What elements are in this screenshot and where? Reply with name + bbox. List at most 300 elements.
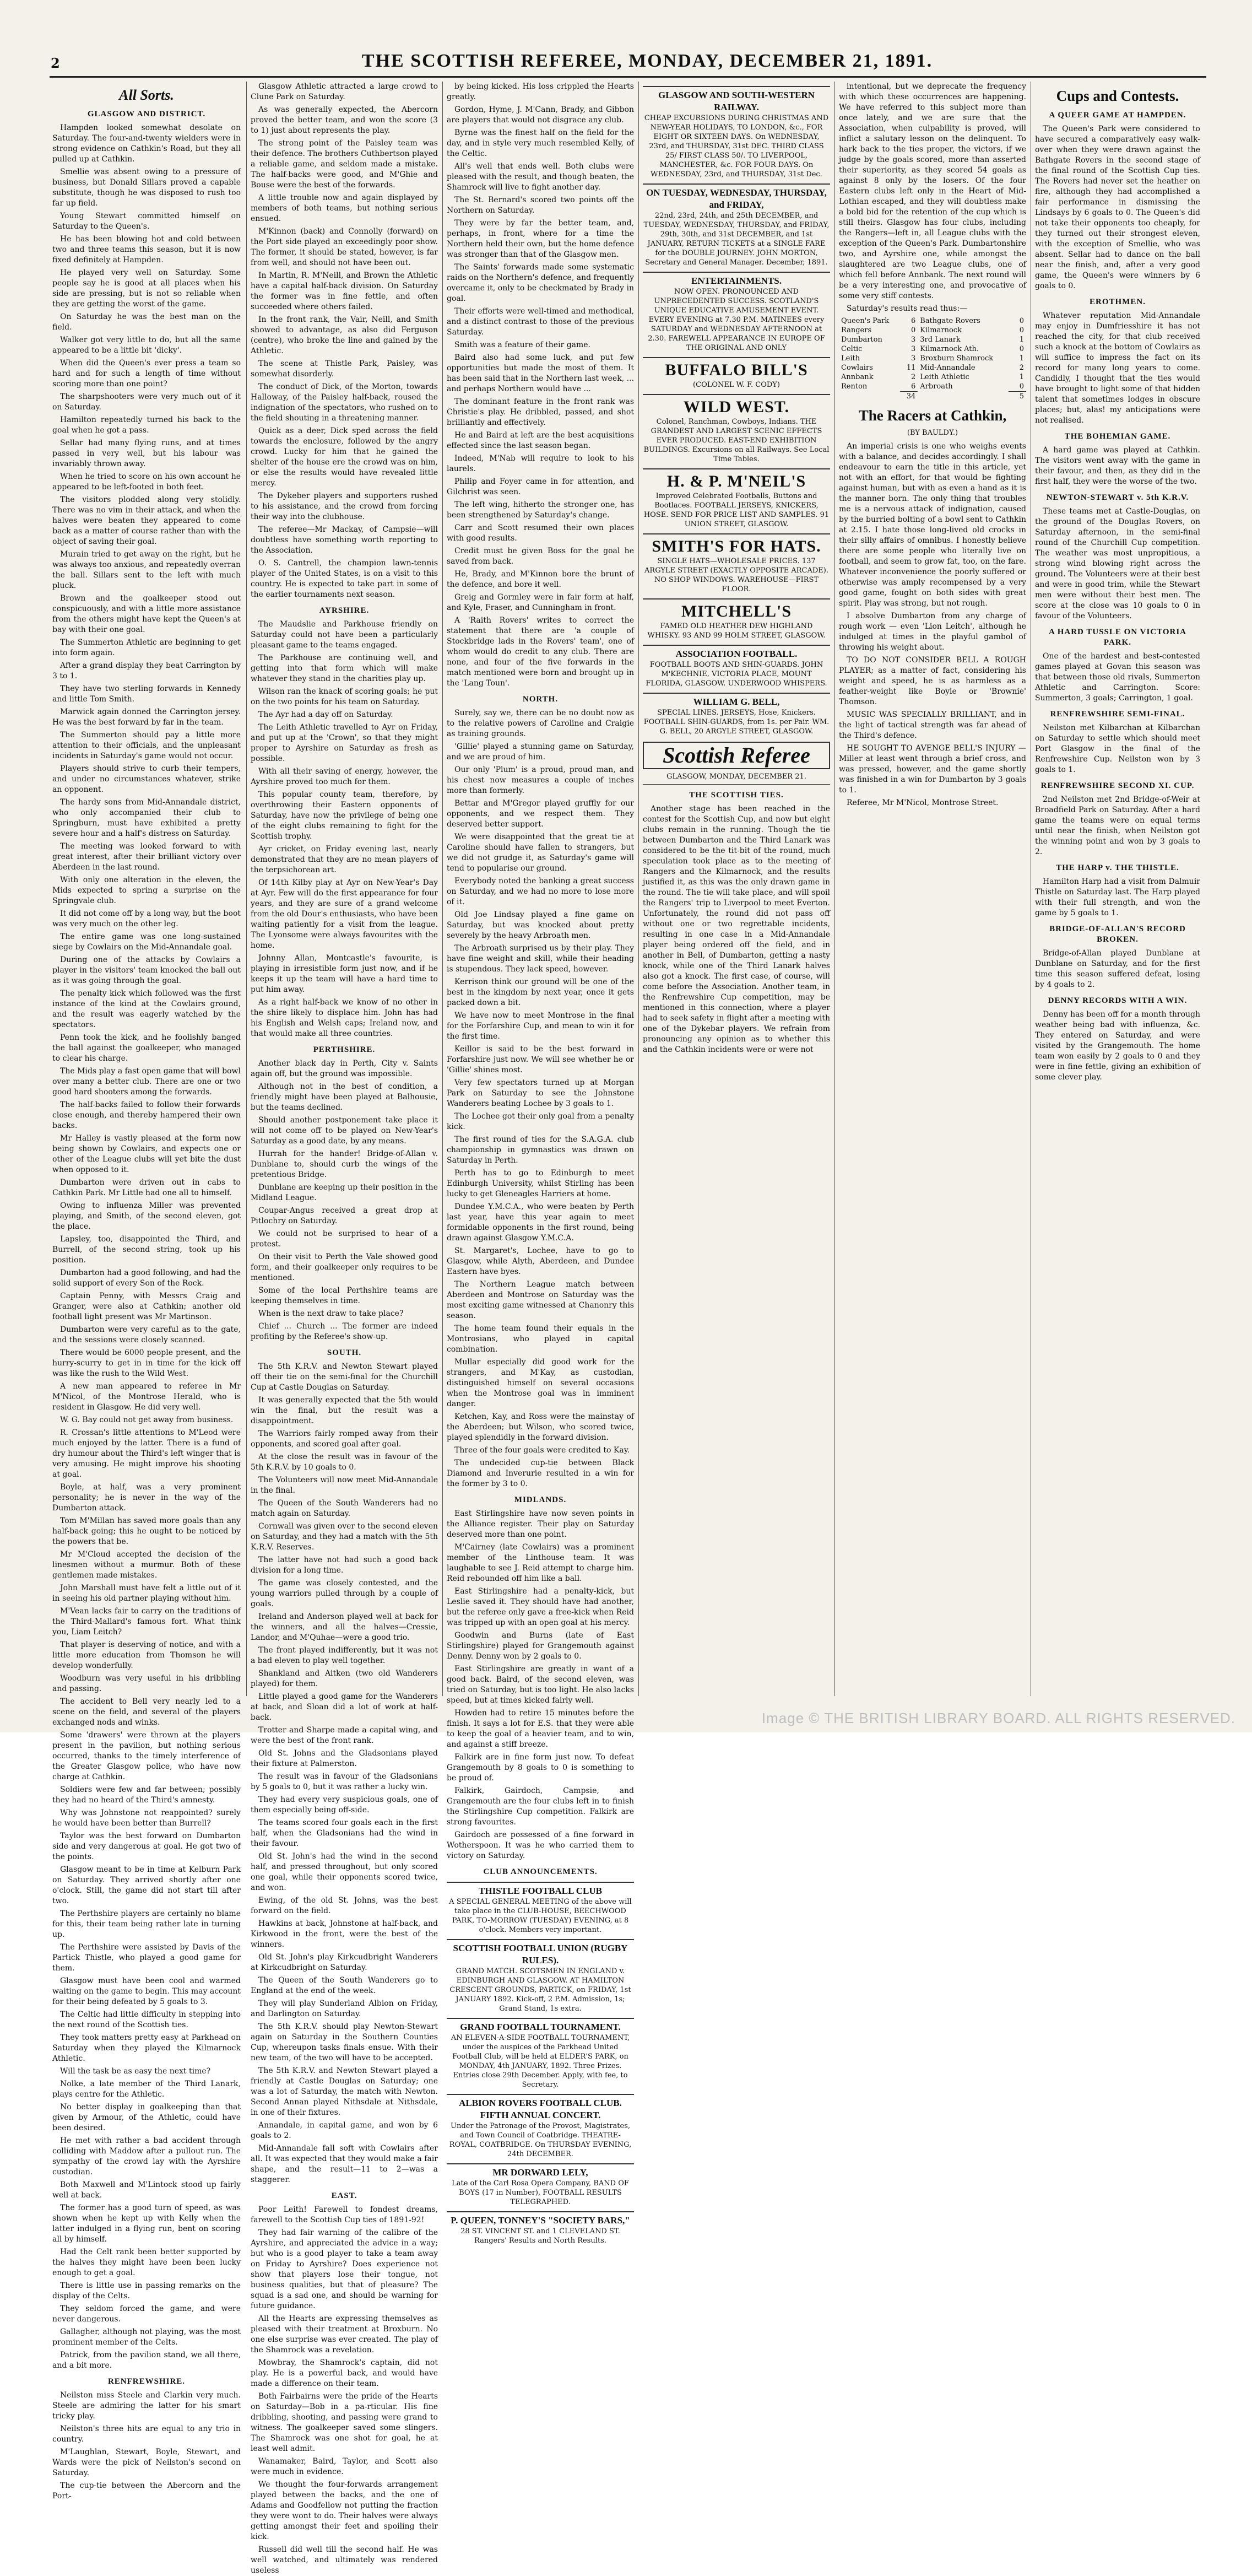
paragraph: 'Gillie' played a stunning game on Saturday, and we are proud of him. — [447, 742, 634, 762]
paragraph: They were by far the better team, and, perhaps, in front, where for a time the Northern held their own, but the home defence was stronger than that of the Glasgow men. — [447, 219, 634, 259]
column-divider — [442, 82, 443, 1696]
paragraph: Howden had to retire 15 minutes before the finish. It says a lot for E.S. that they were able to keep the goal of a heavier team, and to win, and against a stiff breeze. — [447, 1709, 634, 1749]
paragraph: A hard game was played at Cathkin. The visitors went away with the game in their favour, and then, as they did in the first half, they were the worse of the two. — [1035, 446, 1200, 486]
paragraph: One of the hardest and best-contested games played at Govan this season was that between those old rivals, Summerton Athletic and Carrington. Score: Summerton, 3 goals; Carrington, 1 goal. — [1035, 652, 1200, 703]
advertisement — [643, 357, 830, 390]
paragraph: Although not in the best of condition, a friendly might have been played at Balhousie, but the teams declined. — [251, 1082, 438, 1112]
advertisement-title: THISTLE FOOTBALL CLUB — [479, 1886, 602, 1896]
paragraph: Mid-Annandale fall soft with Cowlairs after all. It was expected that they would make a fair shape, and the result—11 to 2—was a staggerer. — [251, 2144, 438, 2184]
advertisement — [643, 272, 830, 353]
paragraph: The dominant feature in the front rank was Christie's play. He dribbled, passed, and shot brilliantly and effectively. — [447, 397, 634, 427]
advertisement — [643, 468, 830, 529]
paragraph: Three of the four goals were credited to Kay. — [454, 1446, 630, 1455]
article-body — [1035, 506, 1200, 622]
paragraph: R. Crossan's little attentions to M'Leod were much enjoyed by the latter. There is a fund of dry humour about the Third's left winger that is very amusing. He might improve his shooting at goal. — [52, 1428, 241, 1479]
paragraph: The Lochee got their only goal from a penalty kick. — [447, 1112, 634, 1131]
paragraph: The first round of ties for the S.A.G.A. club championship in gymnastics was drawn on Saturday in Perth. — [447, 1135, 634, 1165]
paragraph: Neilston miss Steele and Clarkin very much. Steele are admiring the latter for his smart tricky play. — [52, 2391, 241, 2421]
result-total-cell: 34 — [900, 392, 918, 402]
result-cell: Kilmarnock — [920, 326, 962, 334]
paragraph: The Queen of the South Wanderers had no match again on Saturday. — [251, 1499, 438, 1518]
paragraph: The Queen of the South Wanderers go to England at the end of the week. — [251, 1976, 438, 1995]
article-body — [447, 1509, 634, 1861]
paragraph: Our only 'Plum' is a proud, proud man, and his chest now measures a couple of inches more than formerly. — [447, 765, 634, 795]
advertisement — [447, 1939, 634, 2013]
paragraph: The Maudslie and Parkhouse friendly on Saturday could not have been a particularly pleasant game to the teams engaged. — [251, 620, 438, 650]
paragraph: The Volunteers will now meet Mid-Annandale in the final. — [251, 1476, 438, 1495]
paragraph: He and Baird at left are the best acquisitions effected since the last season began. — [447, 431, 634, 450]
paragraph: Another stage has been reached in the contest for the Scottish Cup, and now but eight clubs remain in the running. Though the tie between Dumbarton and the Third Lanark was considered to be the tit-bit of the round, much speculation took place as to the meeting of Rangers and the Kilmarnock, and the results justified it, as this was the only drawn game in the round. The tie will take place, and will spoil the Rangers' trip to Liverpool to meet Everton. Unfortunately, the round did not pass off without one or two regrettable incidents, resulting in one case in a Mid-Annandale player being ordered off the field, and in another in Bell, of Dumbarton, getting a nasty knock, while one of the Third Lanark halves also got a knock. The first case, of course, will come before the Association. Another team, in the Renfrewshire Cup competition, may be mentioned in this connection, where a player had to seek safety in flight after a meeting with one of the Dykebar players. We refrain from pronouncing any opinion as to whether this and the Cathkin incidents were or were not — [643, 804, 830, 1054]
advertisement-body: 22nd, 23rd, 24th, and 25th DECEMBER, and TUESDAY, WEDNESDAY, THURSDAY, and FRIDAY, 29th, 30th, and 31st DECEMBER, and 1st JANUARY, RETURN TICKETS at a SINGLE FARE for the DOUBLE JOURNEY. JOHN MORTON, Secretary and General Manager. December, 1891. — [643, 212, 830, 267]
paragraph: M'Laughlan, Stewart, Boyle, Stewart, and Wards were the pick of Neilston's second on Saturday. — [52, 2448, 241, 2477]
paragraph: Mullar especially did good work for the strangers, and M'Kay, as custodian, distinguished himself on several occasions when the Montrose goal was in imminent danger. — [447, 1358, 634, 1408]
result-cell: Mid-Annandale — [920, 364, 975, 372]
paragraph: Hamilton repeatedly turned his back to the goal when he got a pass. — [52, 415, 241, 435]
paragraph: The penalty kick which followed was the first instance of the kind at the Cowlairs ground, and the result was eagerly watched by the spectators. — [52, 989, 241, 1029]
paragraph: intentional, but we deprecate the frequency with which these occurrences are happening. We have referred to this subject more than once lately, and we are sure that the Association, when culpability is proved, will inflict a salutary lesson on the delinquent. To hark back to the ties proper, the victors, if we judge by the goals scored, more than asserted their superiority, as they scored 54 goals as against 8 only by the losers. Of the four Eastern clubs left only in the Heart of Mid-Lothian escaped, and they will doubtless make a bold bid for the retention of the cup which is still theirs. Glasgow has four clubs, including the Rangers—left in, all League clubs with the exception of the Queen's Park. Dumbartonshire two, and Ayrshire one, while amongst the slaughtered are two League clubs, one of which fell before Annbank. The next round will be a very interesting one, and provocative of some very stiff contests. — [839, 82, 1026, 300]
paragraph: Brown and the goalkeeper stood out conspicuously, and with a little more assistance from the others might have kept the Queen's at bay with their one goal. — [52, 594, 241, 634]
paragraph: An imperial crisis is one who weighs events with a balance, and decides accordingly. I shall endeavour to earn the title in this article, yet not with an effort, for that would be fighting against human, but with as even a hand as it is the manner born. The only thing that troubles me is a nervous attack of indignation, caused by the burried bolting of a bowl sent to Cathkin at 2.15. I hate those long-lived old crocks in their silly affairs of omnibus. I honestly believe there are some people who literally live on football, and seem to grow fat, too, on the fare. Whatever inconvenience the poorly suffered or otherwise was amply recompensed by a very good game, fought on both sides with great spirit. Play was strong, but not rough. — [839, 442, 1026, 608]
result-cell: Arbroath — [920, 382, 953, 391]
paragraph: Indeed, M'Nab will require to look to his laurels. — [447, 454, 634, 473]
paragraph: A 'Raith Rovers' writes to correct the statement that there are 'a couple of Stockbridge lads in the Rovers' team', one of whom would do credit to any club. There are none, and four of the five forwards in the match mentioned were born and brought up in the 'Lang Toun'. — [447, 616, 634, 688]
result-row — [839, 344, 1026, 354]
result-cell: 11 — [906, 364, 916, 372]
result-cell: 0 — [1019, 345, 1024, 353]
result-total-cell — [918, 392, 1009, 402]
advertisement-body: GRAND MATCH. SCOTSMEN IN ENGLAND v. EDINBURGH AND GLASGOW. AT HAMILTON CRESCENT GROUNDS, PARTICK, on FRIDAY, 1st JANUARY 1892. Kick-off, 2 P.M. Admission, 1s; Grand Stand, 1s extra. — [449, 1967, 631, 2013]
result-cell: 0 — [1019, 382, 1024, 391]
subsection-heading: GLASGOW AND DISTRICT. — [87, 110, 206, 118]
advertisement-title: MITCHELL'S — [681, 602, 792, 620]
paragraph: Hampden looked somewhat desolate on Saturday. The four-and-twenty wielders were in strong evidence on Cathkin's Road, but they all pulled up at Cathkin. — [52, 123, 241, 164]
paragraph: The referee—Mr Mackay, of Campsie—will doubtless have something worth reporting to the Association. — [251, 525, 438, 555]
advertisement-list — [447, 1882, 634, 2245]
paragraph: Hawkins at back, Johnstone at half-back, and Kirkwood in the front, were the best of the winners. — [251, 1919, 438, 1949]
paragraph: Old St. John's had the wind in the second half, and pressed throughout, but only scored one goal, while their opponents scored twice, and won. — [251, 1852, 438, 1892]
paragraph: Bridge-of-Allan played Dunblane at Dunblane on Saturday, and for the first time this season suffered defeat, losing by 4 goals to 2. — [1035, 949, 1200, 989]
result-cell: Cowlairs — [841, 364, 873, 372]
paragraph: Poor Leith! Farewell to fondest dreams, farewell to the Scottish Cup ties of 1891-92! — [251, 2205, 438, 2224]
paragraph: There would be 6000 people present, and the hurry-scurry to get in in time for the kick off was like the rush to the Wild West. — [52, 1348, 241, 1378]
paragraph: Soldiers were few and far between; possibly they had no heard of the Third's amnesty. — [52, 1785, 241, 1805]
subsection-heading: SOUTH. — [327, 1348, 362, 1357]
article-body — [447, 708, 634, 1489]
column-2 — [251, 82, 438, 2575]
paragraph: Penn took the kick, and he foolishly banged the ball against the goalkeeper, who managed to clear his charge. — [52, 1033, 241, 1063]
advertisement-title: GRAND FOOTBALL TOURNAMENT. — [460, 2022, 621, 2032]
result-cell: 6 — [910, 317, 916, 325]
leader-dateline: GLASGOW, MONDAY, DECEMBER 21. — [643, 771, 830, 785]
advertisement-title: ALBION ROVERS FOOTBALL CLUB. FIFTH ANNUAL CONCERT. — [459, 2098, 622, 2120]
subsection-heading: NORTH. — [522, 695, 559, 704]
advertisement — [643, 533, 830, 594]
advertisement-body: A SPECIAL GENERAL MEETING of the above will take place in the CLUB-HOUSE, BEECHWOOD PARK, TO-MORROW (TUESDAY) EVENING, at 8 o'clock. Members very important. — [449, 1898, 632, 1934]
paragraph: The Warriors fairly romped away from their opponents, and scored goal after goal. — [251, 1429, 438, 1449]
paragraph: They had every very suspicious goals, one of them especially being off-side. — [251, 1795, 438, 1814]
subsection-heading: EROTHMEN. — [1090, 298, 1146, 306]
advertisement-title: P. QUEEN, TONNEY'S "SOCIETY BARS," — [451, 2215, 630, 2226]
paragraph: Wanamaker, Baird, Taylor, and Scott also were much in evidence. — [251, 2457, 438, 2476]
paragraph: Old Joe Lindsay played a fine game on Saturday, but was knocked about pretty severely by the heavy Arbroath men. — [447, 910, 634, 940]
advertisement-body: SPECIAL LINES. JERSEYS, Hose, Knickers. FOOTBALL SHIN-GUARDS, from 1s. per Pair. WM. G. BELL, 20 ARGYLE STREET, GLASGOW. — [643, 709, 830, 736]
result-cell: Leith Athletic — [920, 373, 969, 381]
advertisement-body: Colonel, Ranchman, Cowboys, Indians. THE GRANDEST AND LARGEST SCENIC EFFECTS EVER PRODUCED. EAST-END EXHIBITION BUILDINGS. Excursions on all Railways. See Local Time Tables. — [643, 418, 830, 463]
advertisement-body: Late of the Carl Rosa Opera Company, BAND OF BOYS (17 in Number), FOOTBALL RESULTS TELEGRAPHED. — [452, 2179, 629, 2206]
paragraph: W. G. Bay could not get away from business. — [60, 1416, 234, 1424]
paragraph: East Stirlingshire had a penalty-kick, but Leslie saved it. They should have had another, but the referee only gave a free-kick when Reid was tripped up with an open goal at his mercy. — [447, 1587, 634, 1627]
subsection-heading: PERTHSHIRE. — [313, 1045, 376, 1054]
subsection-heading: A HARD TUSSLE ON VICTORIA PARK. — [1048, 628, 1187, 647]
paragraph: Dundee Y.M.C.A., who were beaten by Perth last year, have this year again to meet formidable opponents in the first round, being drawn against Glasgow Y.M.C.A. — [447, 1202, 634, 1243]
paragraph: The entire game was one long-sustained siege by Cowlairs on the Mid-Annandale goal. — [52, 932, 241, 952]
advertisement-title: SCOTTISH FOOTBALL UNION (RUGBY RULES). — [453, 1943, 628, 1965]
masthead-rule — [50, 76, 1206, 78]
paragraph: Annandale, in capital game, and won by 6 goals to 2. — [251, 2121, 438, 2140]
article-body — [1035, 124, 1200, 291]
paragraph: Ketchen, Kay, and Ross were the mainstay of the Aberdeen; but Wilson, who scored twice, played splendidly in the forward division. — [447, 1412, 634, 1442]
article-body — [643, 804, 830, 1055]
paragraph: With all their saving of energy, however, the Ayrshire proved too much for them. — [251, 767, 438, 786]
subsection-heading: RENFREWSHIRE. — [107, 2377, 186, 2386]
advertisement-title: GLASGOW AND SOUTH-WESTERN RAILWAY. — [658, 90, 815, 112]
paragraph: We thought the four-forwards arrangement played between the backs, and the one of Adams and Goodfellow not putting the fraction they were wont to do. Their halves were always getting amongst their feet and spoiling their kick. — [251, 2480, 438, 2541]
result-cell: Broxburn Shamrock — [920, 354, 994, 363]
paragraph: Should another postponement take place it will not come off to be played on New-Year's Saturday as a good date, by any means. — [251, 1116, 438, 1146]
paragraph: The sharpshooters were very much out of it on Saturday. — [52, 392, 241, 412]
paragraph: They have two sterling forwards in Kennedy and little Tom Smith. — [52, 684, 241, 704]
article-body — [1035, 723, 1200, 775]
paragraph: Cornwall was given over to the second eleven on Saturday, and they had a match with the 5th K.R.V. Reserves. — [251, 1522, 438, 1552]
advertisement-title: SMITH'S FOR HATS. — [652, 537, 821, 555]
paragraph: It was generally expected that the 5th would win the final, but the result was a disappointment. — [251, 1396, 438, 1425]
result-cell: 2 — [910, 373, 916, 381]
paragraph: Russell did well till the second half. He was well watched, and ultimately was rendered useless — [251, 2545, 438, 2575]
byline: (BY BAULDY.) — [907, 429, 958, 437]
paragraph: The Queen's Park were considered to have secured a comparatively easy walk-over when they were drawn against the Bathgate Rovers in the second stage of the final round of the Scottish Cup ties. The Rovers had never set the heather on fire, although they had accomplished a fair performance in dismissing the Lindsays by 6 goals to 0. The Queen's did not take their opponents too cheaply, for they turned out their strongest eleven, with the exception of Smellie, who was absent. Sellar had to dance on the ball near the finish, and, after a very good game, the Queen's were winners by 6 goals to 0. — [1035, 125, 1200, 290]
advertisement — [447, 2211, 634, 2245]
advertisement-title: H. & P. M'NEIL'S — [666, 472, 806, 490]
paragraph: The game was closely contested, and the young warriors pulled through by a couple of goals. — [251, 1579, 438, 1608]
paragraph: That player is deserving of notice, and with a little more education from Thomson he will develop wonderfully. — [52, 1640, 241, 1670]
result-cell: 1 — [1019, 373, 1024, 381]
paragraph: The home team found their equals in the Montrosians, who played in capital combination. — [447, 1324, 634, 1354]
result-row — [839, 363, 1026, 372]
paragraph: We were disappointed that the great tie at Caroline should have fallen to strangers, but we did not grudge it, as Saturday's game will tend to popularise our ground. — [447, 833, 634, 873]
paragraph: Trotter and Sharpe made a capital wing, and were the best of the front rank. — [251, 1726, 438, 1745]
paragraph: O. S. Cantrell, the champion lawn-tennis player of the United States, is on a visit to this country. He is expected to take part in some of the earlier tournaments next season. — [251, 559, 438, 599]
paragraph: Hamilton Harp had a visit from Dalmuir Thistle on Saturday last. The Harp played with their full strength, and won the game by 5 goals to 1. — [1035, 877, 1200, 917]
paragraph: Glasgow Athletic attracted a large crowd to Clune Park on Saturday. — [251, 82, 438, 101]
paragraph: Greig and Gormley were in fair form at half, and Kyle, Fraser, and Cunningham in front. — [447, 593, 634, 612]
paragraph: There is little use in passing remarks on the display of the Celts. — [52, 2281, 241, 2300]
advertisement — [643, 394, 830, 464]
paragraph: Wilson ran the knack of scoring goals; he put on the two points for his team on Saturday. — [251, 687, 438, 706]
paragraph: Ewing, of the old St. Johns, was the best forward on the field. — [251, 1896, 438, 1915]
subsection-heading: THE HARP v. THE THISTLE. — [1056, 863, 1179, 872]
subsection-heading: BRIDGE-OF-ALLAN'S RECORD BROKEN. — [1049, 925, 1186, 944]
paragraph: The 5th K.R.V. should play Newton-Stewart again on Saturday in the Southern Counties Cup, whereupon tasks finals ensue. With their new team, of the two will have to be accepted. — [251, 2022, 438, 2062]
result-cell: 3 — [910, 336, 916, 344]
paragraph: Kerrison think our ground will be one of the best in the kingdom by next year, once it gets packed down a bit. — [447, 978, 634, 1007]
paragraph: Old St. Johns and the Gladsonians played their fixture at Palmerston. — [251, 1749, 438, 1768]
paragraph: Bettar and M'Gregor played gruffly for our opponents, and we respect them. They deserved better support. — [447, 799, 634, 829]
paragraph: I absolve Dumbarton from any charge of rough work — even 'Lion Leitch', although he indulged at times in the playful gambol of throwing his weight about. — [839, 612, 1026, 652]
paragraph: The cup-tie between the Abercorn and the Port- — [52, 2481, 241, 2501]
paragraph: In Martin, R. M'Neill, and Brown the Athletic have a capital half-back division. On Saturday the former was in fine fettle, and often succeeded where others failed. — [251, 271, 438, 311]
paragraph: Philip and Foyer came in for attention, and Gilchrist was seen. — [447, 477, 634, 496]
paragraph: In the front rank, the Vair, Neill, and Smith showed to advantage, as also did Ferguson (centre), who broke the line and gained by the Athletic. — [251, 315, 438, 355]
paragraph: The half-backs failed to follow their forwards close enough, and thereby hampered their own backs. — [52, 1100, 241, 1130]
subsection-heading: THE BOHEMIAN GAME. — [1064, 432, 1171, 441]
paragraph: John Marshall must have felt a little out of it in seeing his old partner playing without him. — [52, 1584, 241, 1603]
paragraph: All the Hearts are expressing themselves as pleased with their treatment at Broxburn. No one else surprise was ever created. The play of the Shamrock was a revelation. — [251, 2314, 438, 2354]
advertisement-body: CHEAP EXCURSIONS DURING CHRISTMAS AND NEW-YEAR HOLIDAYS, TO LONDON, &c., FOR EIGHT OR SIXTEEN DAYS. On WEDNESDAY, 23rd, and THURSDAY, 31st DEC. THIRD CLASS 25/ FIRST CLASS 50/. TO LIVERPOOL, MANCHESTER, &c. FOR FOUR DAYS. On WEDNESDAY, 23rd, and THURSDAY, 31st Dec. — [644, 114, 829, 179]
column-1 — [52, 82, 241, 2501]
paragraph: Walker got very little to do, but all the same appeared to be a little bit 'dicky'. — [52, 336, 241, 355]
paragraph: Owing to influenza Miller was prevented playing, and Smith, of the second eleven, got the place. — [52, 1201, 241, 1231]
advertisement-title: MR DORWARD LELY, — [492, 2167, 588, 2178]
advertisement-title: WILLIAM G. BELL, — [693, 696, 780, 707]
paragraph: The Parkhouse are continuing well, and getting into that form which will make whatever they stand in the charities play up. — [251, 654, 438, 683]
paragraph: He has been blowing hot and cold between two and three teams this season, but it is now fixed definitely at Hampden. — [52, 235, 241, 264]
paragraph: Whatever reputation Mid-Annandale may enjoy in Dumfriesshire it has not reached the city, for that club received such a knock at the bottom of Cowlairs as will suffice to impress the fact on its record for many long years to come. Candidly, I thought that the ties would have brought to light some of that hidden talent that sometimes lodges in obscure places; but, alas! my anticipations were not realised. — [1035, 311, 1200, 425]
paragraph: Taylor was the best forward on Dumbarton side and very dangerous at goal. He got two of the points. — [52, 1832, 241, 1861]
paragraph: They took matters pretty easy at Parkhead on Saturday when they played the Kilmarnock Athletic. — [52, 2033, 241, 2063]
advertisement — [643, 183, 830, 267]
paragraph: As a right half-back we know of no other in the shire likely to displace him. John has had his English and Welsh caps; Ireland now, and that would make all three countries. — [251, 998, 438, 1038]
paragraph: The Arbroath surprised us by their play. They have fine weight and skill, while their heading is stupendous. They lack speed, however. — [447, 944, 634, 974]
paragraph: Glasgow meant to be in time at Kelburn Park on Saturday. They arrived shortly after one o'clock. Still, the game did not start till after two. — [52, 1865, 241, 1905]
paragraph: With only one alteration in the eleven, the Mids expected to spring a surprise on the Springvale club. — [52, 876, 241, 905]
article-body — [839, 82, 1026, 314]
paragraph: Marwick again donned the Carrington jersey. He was the best forward by far in the team. — [52, 708, 241, 727]
subsection-heading: RENFREWSHIRE SECOND XI. CUP. — [1040, 781, 1195, 790]
advertisement-list — [643, 86, 830, 736]
subsection-heading: MIDLANDS. — [514, 1495, 567, 1504]
leader-title: THE SCOTTISH TIES. — [689, 791, 784, 800]
result-row — [839, 372, 1026, 382]
paragraph: Old St. John's play Kirkcudbright Wanderers at Kirkcudbright on Saturday. — [251, 1953, 438, 1972]
paragraph: They will play Sunderland Albion on Friday, and Darlington on Saturday. — [251, 1999, 438, 2018]
results-total-row — [839, 392, 1026, 402]
paragraph: Johnny Allan, Montcastle's favourite, is playing in irresistible form just now, and if he keeps it up the team will have a hard time to put him away. — [251, 954, 438, 994]
paragraph: He met with rather a bad accident through colliding with Maddow after a pullout run. The sympathy of the crowd lay with the Ayrshire custodian. — [52, 2136, 241, 2177]
paragraph: The 5th K.R.V. and Newton Stewart played off their tie on the semi-final for the Churchill Cup at Castle Douglas on Saturday. — [251, 1362, 438, 1392]
paragraph: The Celtic had little difficulty in stepping into the next round of the Scottish ties. — [52, 2010, 241, 2029]
paragraph: M'Vean lacks fair to carry on the traditions of the Third-Mallard's famous fort. What think you, Liam Leitch? — [52, 1607, 241, 1637]
paragraph: A new man appeared to referee in Mr M'Nicol, of the Montrose Herald, who is resident in Glasgow. He did very well. — [52, 1382, 241, 1412]
paragraph: Goodwin and Burns (late of East Stirlingshire) played for Grangemouth against Denny. Denny won by 2 goals to 0. — [447, 1631, 634, 1661]
paragraph: The left wing, hitherto the stronger one, has been strengthened by Saturday's change. — [447, 500, 634, 520]
article-body — [1035, 877, 1200, 919]
paragraph: The Saints' forwards made some systematic raids on the Northern's defence, and frequently overcame it, only to be checkmated by Brady in goal. — [447, 263, 634, 303]
result-row — [839, 335, 1026, 344]
result-row — [839, 326, 1026, 335]
result-cell: 2 — [1019, 364, 1024, 372]
paragraph: Young Stewart committed himself on Saturday to the Queen's. — [52, 212, 241, 231]
paragraph: The Ayr had a day off on Saturday. — [258, 710, 393, 719]
paragraph: We could not be surprised to hear of a protest. — [251, 1229, 438, 1249]
column-5 — [839, 82, 1026, 1699]
paragraph: Chief ... Church ... The former are indeed profiting by the Referee's show-up. — [251, 1322, 438, 1341]
result-cell: Bathgate Rovers — [920, 317, 980, 325]
paragraph: Mowbray, the Shamrock's captain, did not play. He is a powerful back, and would have made a difference on their team. — [251, 2358, 438, 2388]
result-cell: 0 — [1019, 326, 1024, 334]
subsection-heading: AYRSHIRE. — [319, 606, 370, 615]
paragraph: Players should strive to curb their tempers, and under no circumstances whatever, strike an opponent. — [52, 764, 241, 794]
paragraph: Denny has been off for a month through weather being bad with influenza, &c. They entered on Saturday, and were visited by the Grangemouth. The home team won easily by 2 goals to 0 and they were in fine fettle, giving an exhibition of some clever play. — [1035, 1010, 1200, 1082]
paragraph: Some 'drawers' were thrown at the players present in the pavilion, but nothing serious occurred, thanks to the timely interference of the Greater Glasgow police, who have now charge at Cathkin. — [52, 1731, 241, 1781]
paragraph: Both Fairbairns were the pride of the Hearts on Saturday—Bob in a pa-rticular. His fine dribbling, shooting, and passing were grand to witness. The goalkeeper saved some slingers. The Shamrock was one shot for goal, he at least well admit. — [251, 2392, 438, 2453]
column-divider — [638, 82, 639, 1696]
subsection-heading: EAST. — [331, 2191, 357, 2200]
paragraph: Why was Johnstone not reappointed? surely he would have been better than Burrell? — [52, 1808, 241, 1828]
paragraph: Neilston met Kilbarchan at Kilbarchan on Saturday to settle which should meet Port Glasgow in the final of the Renfrewshire Cup. Neilston won by 3 goals to 1. — [1035, 723, 1200, 774]
paragraph: The front played indifferently, but it was not a bad eleven to play well together. — [251, 1646, 438, 1665]
result-cell: Renton — [841, 382, 868, 391]
advertisement-body: SINGLE HATS—WHOLESALE PRICES. 137 ARGYLE STREET (EXACTLY OPPOSITE ARCADE). NO SHOP WINDOWS. WAREHOUSE—FIRST FLOOR. — [644, 557, 828, 593]
paragraph: Lapsley, too, disappointed the Third, and Burrell, of the second string, took up his position. — [52, 1235, 241, 1265]
advertisement — [447, 2163, 634, 2207]
paragraph: Little played a good game for the Wanderers at back, and Sloan did a lot of work at half-back. — [251, 1692, 438, 1722]
paragraph: Sellar had many flying runs, and at times passed in very well, but his labour was invariably thrown away. — [52, 439, 241, 468]
results-table — [839, 316, 1026, 401]
paragraph: The scene at Thistle Park, Paisley, was somewhat disorderly. — [251, 359, 438, 379]
paragraph: These teams met at Castle-Douglas, on the ground of the Douglas Rovers, on Saturday afternoon, in the semi-final round of the Churchill Cup competition. The weather was most unpropitious, a strong wind blowing right across the ground. The Volunteers were at their best and were in good trim, while the Stewart men were without their best men. The score at the close was 10 goals to 0 in favour of the Volunteers. — [1035, 507, 1200, 620]
paragraph: Gairdoch are possessed of a fine forward in Wotherspoon. It was he who carried them to victory on Saturday. — [447, 1830, 634, 1860]
paragraph: The Summerton Athletic are beginning to get into form again. — [52, 638, 241, 657]
paragraph: Everybody noted the banking a great success on Saturday, and we had no more to lose more of it. — [447, 877, 634, 906]
paragraph: When he tried to score on his own account he appeared to be left-footed in both feet. — [52, 472, 241, 492]
subsection-heading: A QUEER GAME AT HAMPDEN. — [1049, 111, 1186, 120]
paragraph: The conduct of Dick, of the Morton, towards Halloway, of the Paisley half-back, roused the indignation of the spectators, who rushed on to the field shouting in a threatening manner. — [251, 382, 438, 423]
paragraph: Some of the local Perthshire teams are keeping themselves in time. — [251, 1286, 438, 1305]
advertisement-body: 28 ST. VINCENT ST. and 1 CLEVELAND ST. Rangers' Results and North Results. — [460, 2227, 620, 2245]
paragraph: Surely, say we, there can be no doubt now as to the relative powers of Caroline and Craigie as training grounds. — [447, 709, 634, 738]
result-cell: 1 — [1019, 336, 1024, 344]
paragraph: The Summerton should pay a little more attention to their officials, and the unpleasant incidents in Saturday's game would not occur. — [52, 731, 241, 760]
advertisement-title: WILD WEST. — [683, 398, 790, 416]
paragraph: Dumbarton had a good following, and had the solid support of every Son of the Rock. — [52, 1268, 241, 1288]
paragraph: Coupar-Angus received a great drop at Pitlochry on Saturday. — [251, 1206, 438, 1225]
article-body — [251, 2205, 438, 2576]
advertisement-title: ENTERTAINMENTS. — [691, 276, 782, 286]
result-cell: Kilmarnock Ath. — [920, 345, 979, 353]
advertisement-body: NOW OPEN. PRONOUNCED AND UNPRECEDENTED SUCCESS. SCOTLAND'S UNIQUE EDUCATIVE AMUSEMENT EVENT. EVERY EVENING at 7.30 P.M. MATINEES every SATURDAY and WEDNESDAY AFTERNOON at 2.30. FAREWELL APPEARANCE IN EUROPE OF THE ORIGINAL AND ONLY — [648, 288, 825, 352]
paragraph: Patrick, from the pavilion stand, we all there, and a bit more. — [52, 2351, 241, 2370]
paragraph: Gordon, Hyme, J. M'Cann, Brady, and Gibbon are players that would not disgrace any club. — [447, 105, 634, 125]
paragraph: 2nd Neilston met 2nd Bridge-of-Weir at Broadfield Park on Saturday. After a hard game the teams were on equal terms until near the finish, when Neilston got the winning point and won by 3 goals to 2. — [1035, 795, 1200, 856]
article-body — [251, 1362, 438, 2185]
page-number: 2 — [51, 55, 60, 71]
paragraph: HE SOUGHT TO AVENGE BELL'S INJURY — Miller at least went through a brief cross, and was pressed, however, and the game shortly was finished in a win for Dumbarton by 3 goals to 1. — [839, 744, 1026, 795]
paragraph: On their visit to Perth the Vale showed good form, and their goalkeeper only requires to be mentioned. — [251, 1252, 438, 1282]
paragraph: The 5th K.R.V. and Newton Stewart played a friendly at Castle Douglas on Saturday; one was a lot of Saturday, the match with Newton. Second Annan played Nithsdale at Nithsdale, in one of their fixtures. — [251, 2066, 438, 2117]
result-cell: Annbank — [841, 373, 874, 381]
paragraph: The Mids play a fast open game that will bowl over many a better club. There are one or two good hard shooters among the forwards. — [52, 1067, 241, 1097]
advertisement-title: ON TUESDAY, WEDNESDAY, THURSDAY, and FRIDAY, — [646, 187, 827, 210]
paragraph: Shankland and Aitken (two old Wanderers played) for them. — [251, 1669, 438, 1688]
advertisement-body: FOOTBALL BOOTS AND SHIN-GUARDS. JOHN M'KECHNIE, VICTORIA PLACE, MOUNT FLORIDA, GLASGOW. UNDERWOOD WHISPERS. — [646, 661, 827, 688]
paragraph: Both Maxwell and M'Lintock stood up fairly well at back. — [52, 2180, 241, 2200]
section-title: All Sorts. — [119, 87, 174, 103]
advertisement-body: (COLONEL W. F. CODY) — [693, 381, 780, 389]
paragraph: The hardy sons from Mid-Annandale district, who only accompanied their club to Springburn, must have exhibited a pretty severe hour and a half's distress on Saturday. — [52, 798, 241, 838]
result-cell: Rangers — [841, 326, 872, 334]
masthead-title: THE SCOTTISH REFEREE, MONDAY, DECEMBER 21, 1891. — [361, 51, 933, 71]
paragraph: Mr Halley is vastly pleased at the form now being shown by Cowlairs, and expects one or other of the League clubs will yet bite the dust when opposed to it. — [52, 1134, 241, 1174]
subsection-heading: RENFREWSHIRE SEMI-FINAL. — [1050, 710, 1185, 719]
result-cell: 1 — [1019, 354, 1024, 363]
paragraph: Boyle, at half, was a very prominent personality; he is never in the way of the Dumbarton attack. — [52, 1483, 241, 1513]
column-4 — [643, 82, 830, 1699]
article-body — [52, 2390, 241, 2502]
paragraph: The teams scored four goals each in the first half, when the Gladsonians had the wind in their favour. — [251, 1818, 438, 1848]
paragraph: East Stirlingshire have now seven points in the Alliance register. Their play on Saturday deserved more than one point. — [447, 1509, 634, 1539]
article-body — [251, 1059, 438, 1342]
paragraph: Quick as a deer, Dick sped across the field towards the enclosure, followed by the angry crowd. Lucky for him that he gained the shelter of the house ere the crowd was on him, or else the results would have revealed little mercy. — [251, 426, 438, 488]
advertisement-title: BUFFALO BILL'S — [665, 361, 808, 379]
paragraph: St. Margaret's, Lochee, have to go to Glasgow, while Alyth, Aberdeen, and Dundee Eastern have byes. — [447, 1246, 634, 1276]
paragraph: At the close the result was in favour of the 5th K.R.V. by 10 goals to 0. — [251, 1452, 438, 1472]
image-credit: Image © THE BRITISH LIBRARY BOARD. ALL RIGHTS RESERVED. — [761, 1710, 1235, 1726]
subsection-heading: NEWTON-STEWART v. 5th K.R.V. — [1046, 493, 1189, 502]
paragraph: Glasgow must have been cool and warmed waiting on the game to begin. This may account for their being defeated by 5 goals to 3. — [52, 1976, 241, 2006]
column-3 — [447, 82, 634, 2245]
paragraph: Hurrah for the hander! Bridge-of-Allan v. Dunblane to, should curb the wings of the pretentious Bridge. — [251, 1149, 438, 1179]
paragraph: Carr and Scott resumed their own places with good results. — [447, 523, 634, 543]
advertisement-body: AN ELEVEN-A-SIDE FOOTBALL TOURNAMENT, under the auspices of the Parkhead United Football Club, will be held at ELDER'S PARK, on MONDAY, 4th JANUARY, 1892. Three Prizes. Entries close 29th December. Apply, with fee, to Secretary. — [451, 2034, 630, 2089]
paragraph: by being kicked. His loss crippled the Hearts greatly. — [447, 82, 634, 101]
paragraph: Smith was a feature of their game. — [454, 341, 591, 349]
paragraph: Had the Celt rank been better supported by the halves they might have been been lucky enough to get a goal. — [52, 2248, 241, 2277]
paragraph: M'Kinnon (back) and Connolly (forward) on the Port side played an exceedingly poor show. The former, it should be stated, however, is far from well, and should not have been out. — [251, 227, 438, 267]
article-body — [1035, 311, 1200, 426]
paragraph: Of 14th Kilby play at Ayr on New-Year's Day at Ayr. Few will do the first appearance for four years, and they are sure of a grand welcome from the old Dour's enthusiasts, who have been waiting patiently for a visit from the league. The Lyonsome were always favourites with the home. — [251, 878, 438, 950]
paragraph: When did the Queen's ever press a team so hard and for such a length of time without scoring more than one point? — [52, 359, 241, 388]
club-announcements-heading: CLUB ANNOUNCEMENTS. — [483, 1867, 598, 1876]
paragraph: Byrne was the finest half on the field for the day, and in style very much resembled Kelly, of the Celtic. — [447, 128, 634, 158]
article-body — [1035, 1009, 1200, 1083]
advertisement — [447, 1882, 634, 1935]
racers-title: The Racers at Cathkin, — [858, 407, 1007, 424]
paragraph: After a grand display they beat Carrington by 3 to 1. — [52, 661, 241, 681]
advertisement — [643, 86, 830, 179]
paragraph: They seldom forced the game, and were never dangerous. — [52, 2304, 241, 2324]
scottish-referee-logo: Scottish Referee — [643, 742, 830, 769]
paragraph: Dumbarton were very careful as to the gate, and the sessions were closely scanned. — [52, 1325, 241, 1344]
paragraph: Saturday's results read thus:— — [847, 304, 968, 313]
article-body — [251, 619, 438, 1039]
paragraph: During one of the attacks by Cowlairs a player in the visitors' team knocked the ball out as it was going through the goal. — [52, 955, 241, 985]
paragraph: Dumbarton were driven out in cabs to Cathkin Park. Mr Little had one all to himself. — [52, 1178, 241, 1197]
result-cell: 0 — [1019, 317, 1024, 325]
paragraph: This popular county team, therefore, by overthrowing their Eastern opponents of Saturday, have now the privilege of being one of the eight clubs remaining to fight for the Scottish trophy. — [251, 790, 438, 841]
article-body — [839, 441, 1026, 796]
paragraph: No better display in goalkeeping than that given by Armour, of the Athletic, could have been desired. — [52, 2103, 241, 2132]
paragraph: The undecided cup-tie between Black Diamond and Inverurie resulted in a win for the former by 3 to 0. — [447, 1459, 634, 1488]
result-cell: Dumbarton — [841, 336, 882, 344]
column-6 — [1035, 82, 1200, 1699]
result-cell: 3 — [910, 345, 916, 353]
article-body — [1035, 795, 1200, 857]
paragraph: Captain Penny, with Messrs Craig and Granger, were also at Cathkin; another old football light present was Mr Martinson. — [52, 1292, 241, 1321]
paragraph: The accident to Bell very nearly led to a scene on the field, and several of the players exchanged nods and winks. — [52, 1697, 241, 1727]
paragraph: The strong point of the Paisley team was their defence. The brothers Cuthbertson played a reliable game, and seldom made a mistake. The half-backs were good, and M'Ghie and Bouse were the best of the forwards. — [251, 139, 438, 190]
paragraph: Mr M'Cloud accepted the decision of the linesmen without a murmur. Both of these gentlemen made mistakes. — [52, 1550, 241, 1580]
advertisement — [447, 2094, 634, 2159]
